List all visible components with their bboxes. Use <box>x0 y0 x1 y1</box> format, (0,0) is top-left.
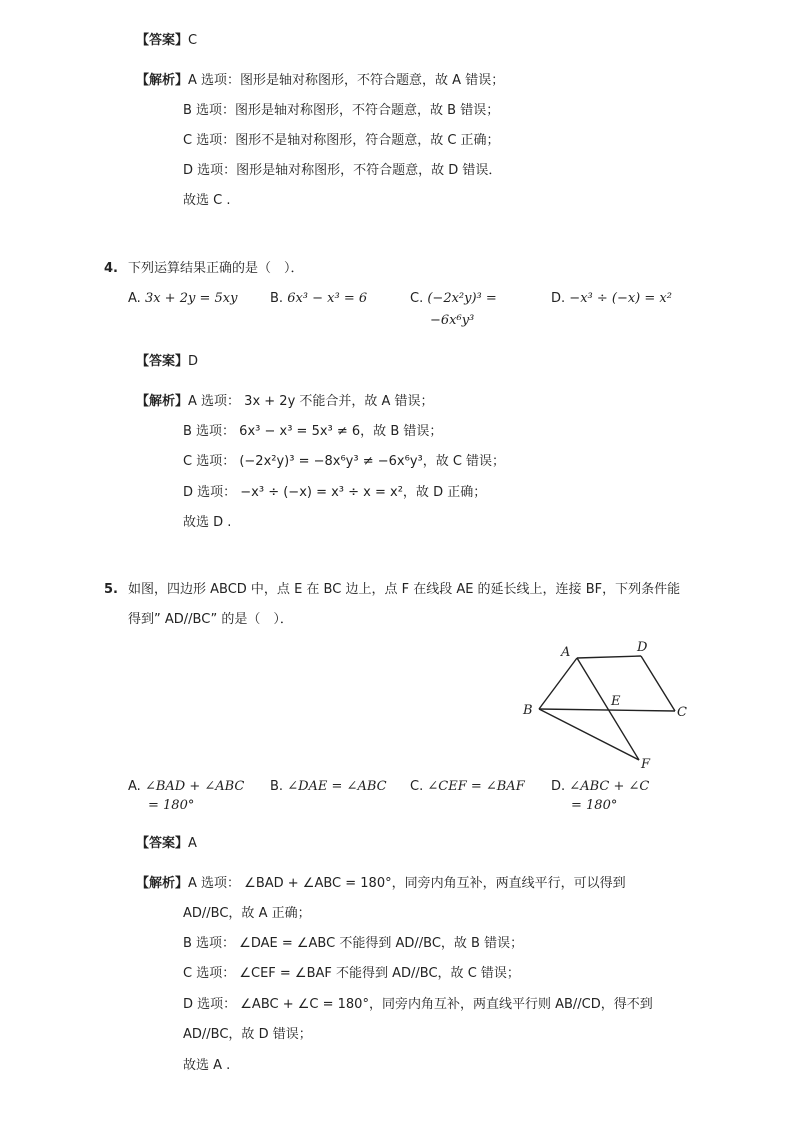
q3-answer-label: 【答案】 <box>136 33 189 48</box>
q3-analysis-line: D 选项：图形是轴对称图形，不符合题意，故 D 错误． <box>183 163 502 178</box>
q4-option-c[interactable] <box>410 290 497 308</box>
q5-analysis-label: 【解析】 <box>136 876 189 891</box>
segment-bc <box>539 709 675 711</box>
option-letter: D. <box>551 291 566 306</box>
q3-analysis-conclusion: 故选 C . <box>183 193 231 208</box>
q5-number: 5. <box>104 582 118 597</box>
label-c: C <box>677 705 687 720</box>
q4-analysis-conclusion: 故选 D . <box>183 515 232 530</box>
q4-option-c-continued: −6x⁶y³ <box>430 313 475 328</box>
option-letter: C. <box>410 291 424 306</box>
label-f: F <box>641 757 651 772</box>
q5-stem-line-1: 如图，四边形 ABCD 中，点 E 在 BC 边上，点 F 在线段 AE 的延长线上，连接 BF，下列条件能 <box>128 582 681 597</box>
q4-analysis-row-1 <box>136 393 434 411</box>
segment-ad <box>577 656 641 658</box>
q5-option-b[interactable] <box>270 778 387 796</box>
option-text: ∠ABC + ∠C <box>569 779 650 794</box>
q3-answer-value: C <box>188 33 198 48</box>
option-text: −x³ ÷ (−x) = x² <box>569 291 672 306</box>
q3-analysis-line: C 选项：图形不是轴对称图形，符合题意，故 C 正确； <box>183 133 500 148</box>
q5-analysis-line: D 选项： ∠ABC + ∠C = 180°，同旁内角互补，两直线平行则 AB//CD，得不到 <box>183 997 653 1012</box>
option-letter: B. <box>270 291 284 306</box>
q5-option-a[interactable] <box>128 778 244 796</box>
q5-analysis-line: AD//BC，故 A 正确； <box>183 906 311 921</box>
option-letter: B. <box>270 779 284 794</box>
q4-answer-value: D <box>188 354 199 369</box>
q3-answer-row <box>136 32 197 50</box>
q4-option-b[interactable] <box>270 290 367 308</box>
q4-option-d[interactable] <box>551 290 672 308</box>
q4-stem: 下列运算结果正确的是（ ）． <box>128 261 304 276</box>
q5-analysis-line: A 选项： ∠BAD + ∠ABC = 180°，同旁内角互补，两直线平行，可以得到 <box>188 876 626 891</box>
q4-analysis-label: 【解析】 <box>136 394 189 409</box>
option-text: 3x + 2y = 5xy <box>144 291 238 306</box>
q4-analysis-line: B 选项： 6x³ − x³ = 5x³ ≠ 6，故 B 错误； <box>183 424 443 439</box>
segment-ab <box>539 658 577 709</box>
q5-analysis-line: AD//BC，故 D 错误； <box>183 1027 312 1042</box>
q4-option-a[interactable] <box>128 290 237 308</box>
q5-option-d-continued: = 180° <box>571 798 618 813</box>
q4-number: 4. <box>104 261 118 276</box>
q3-analysis-line: B 选项：图形是轴对称图形，不符合题意，故 B 错误； <box>183 103 500 118</box>
q3-analysis-line: A 选项：图形是轴对称图形，不符合题意，故 A 错误； <box>188 73 505 88</box>
q5-option-c[interactable] <box>410 778 525 796</box>
q5-answer-value: A <box>188 836 197 851</box>
option-text: (−2x²y)³ = <box>427 291 497 306</box>
option-text: ∠BAD + ∠ABC <box>144 779 245 794</box>
label-a: A <box>561 645 571 660</box>
q5-analysis-row-1 <box>136 875 626 893</box>
option-letter: A. <box>128 779 141 794</box>
q4-answer-row <box>136 353 198 371</box>
option-letter: A. <box>128 291 141 306</box>
option-letter: D. <box>551 779 566 794</box>
segment-dc <box>641 656 675 711</box>
q3-analysis-label: 【解析】 <box>136 73 189 88</box>
option-text: ∠DAE = ∠ABC <box>287 779 387 794</box>
q5-option-d[interactable] <box>551 778 649 796</box>
q5-answer-label: 【答案】 <box>136 836 189 851</box>
label-d: D <box>637 640 648 655</box>
label-b: B <box>523 703 533 718</box>
label-e: E <box>611 694 621 709</box>
q3-analysis-row-1 <box>136 72 504 90</box>
q4-analysis-line: C 选项： (−2x²y)³ = −8x⁶y³ ≠ −6x⁶y³，故 C 错误； <box>183 454 506 469</box>
q5-option-a-continued: = 180° <box>148 798 195 813</box>
q4-analysis-line: D 选项： −x³ ÷ (−x) = x³ ÷ x = x²，故 D 正确； <box>183 485 487 500</box>
q4-analysis-line: A 选项： 3x + 2y 不能合并，故 A 错误； <box>188 394 434 409</box>
q5-answer-row <box>136 835 197 853</box>
q5-analysis-line: B 选项： ∠DAE = ∠ABC 不能得到 AD//BC，故 B 错误； <box>183 936 524 951</box>
q4-answer-label: 【答案】 <box>136 354 189 369</box>
quadrilateral-figure <box>515 636 695 776</box>
option-letter: C. <box>410 779 424 794</box>
q5-analysis-conclusion: 故选 A . <box>183 1058 231 1073</box>
option-text: ∠CEF = ∠BAF <box>427 779 525 794</box>
option-text: 6x³ − x³ = 6 <box>287 291 368 306</box>
q5-analysis-line: C 选项： ∠CEF = ∠BAF 不能得到 AD//BC，故 C 错误； <box>183 966 520 981</box>
q5-stem-line-2: 得到” AD//BC” 的是（ ）． <box>128 612 293 627</box>
